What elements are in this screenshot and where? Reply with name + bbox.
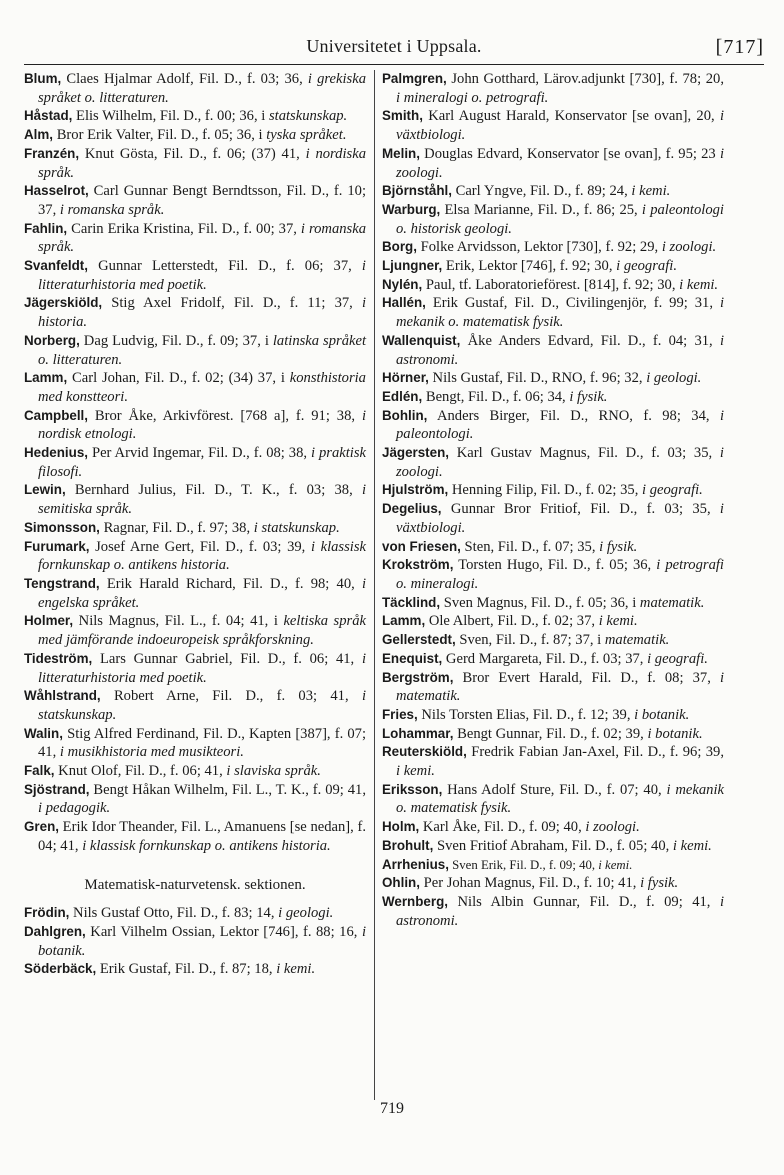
entry-subject: i kemi.: [679, 276, 719, 293]
register-entry: [24, 294, 366, 331]
register-entry: [382, 294, 724, 331]
entry-subject: i mineralogi o. petrografi.: [396, 89, 549, 106]
entry-surname: Wallenquist,: [382, 332, 461, 348]
register-entry: [24, 818, 366, 855]
register-entry: [24, 220, 366, 257]
entry-surname: Campbell,: [24, 407, 88, 423]
entry-subject: i fysik.: [569, 388, 608, 405]
entry-surname: Melin,: [382, 145, 420, 161]
right-column: [382, 70, 724, 930]
entry-details: Bengt, Fil. D., f. 06; 34,: [425, 388, 566, 405]
entry-details: Per Johan Magnus, Fil. D., f. 10; 41,: [423, 875, 637, 892]
entry-surname: Lamm,: [382, 613, 426, 629]
entry-surname: Söderbäck,: [24, 961, 97, 977]
entry-surname: Jägerskiöld,: [24, 295, 103, 311]
entry-subject: i växtbiologi.: [396, 501, 724, 536]
entry-details: Sven, Fil. D., f. 87; 37, i: [459, 632, 602, 649]
register-entry: [382, 332, 724, 369]
entry-surname: Frödin,: [24, 905, 70, 921]
entry-surname: Falk,: [24, 763, 55, 779]
entry-details: John Gotthard, Lärov.adjunkt [730], f. 78; 20,: [451, 71, 725, 87]
register-entry: [382, 594, 724, 613]
entry-surname: Brohult,: [382, 837, 434, 853]
entry-subject: matematik.: [604, 632, 670, 649]
humanities-entries: [24, 70, 366, 856]
entry-subject: i kemi.: [598, 613, 638, 630]
entry-details: Sven Fritiof Abraham, Fil. D., f. 05; 40,: [436, 837, 670, 854]
column-divider: [374, 70, 375, 1100]
entry-subject: i kemi.: [631, 183, 671, 200]
entry-subject: i zoologi.: [585, 819, 640, 836]
entry-subject: i romanska språk.: [38, 220, 366, 256]
register-entry: [382, 182, 724, 201]
entry-subject: i geologi.: [646, 370, 702, 387]
entry-surname: Hedenius,: [24, 445, 88, 461]
entry-subject: statskunskap.: [268, 108, 348, 125]
entry-subject: i matematik.: [396, 669, 724, 705]
entry-subject: keltiska språk med jämförande indoeuropeisk språkforskning.: [38, 613, 366, 649]
register-entry: [24, 444, 366, 481]
register-entry: [382, 706, 724, 725]
register-entry: [24, 538, 366, 575]
entry-details: Bror Åke, Arkivförest. [768 a], f. 91; 38,: [94, 407, 356, 424]
entry-details: Carin Erika Kristina, Fil. D., f. 00; 37,: [71, 220, 297, 237]
entry-details: Bror Erik Valter, Fil. D., f. 05; 36, i: [56, 127, 263, 144]
entry-details: Knut Gösta, Fil. D., f. 06; (37) 41,: [84, 145, 300, 162]
entry-details: Stig Axel Fridolf, Fil. D., f. 11; 37,: [111, 295, 353, 312]
entry-subject: i fysik.: [599, 538, 638, 555]
entry-details: Sten, Fil. D., f. 07; 35,: [464, 538, 596, 555]
entry-subject: matematik.: [639, 594, 705, 611]
register-entry: [24, 687, 366, 724]
register-entry: [382, 837, 724, 856]
entry-surname: Holmer,: [24, 613, 74, 629]
entry-details: Bror Evert Harald, Fil. D., f. 08; 37,: [462, 669, 711, 686]
entry-surname: von Friesen,: [382, 538, 461, 554]
entry-details: Douglas Edvard, Konservator [se ovan], f. 95; 23: [424, 145, 716, 162]
register-entry: [382, 612, 724, 631]
entry-surname: Bergström,: [382, 669, 454, 685]
entry-surname: Björnståhl,: [382, 183, 452, 199]
entry-details: Åke Anders Edvard, Fil. D., f. 04; 31,: [467, 332, 713, 349]
entry-subject: i mekanik o. matematisk fysik.: [396, 295, 724, 331]
entry-subject: i statskunskap.: [38, 688, 366, 723]
entry-surname: Gren,: [24, 819, 59, 835]
entry-details: Claes Hjalmar Adolf, Fil. D., f. 03; 36,: [66, 71, 303, 87]
entry-details: Elis Wilhelm, Fil. D., f. 00; 36, i: [76, 108, 266, 125]
entry-subject: i nordisk etnologi.: [38, 407, 366, 443]
register-entry: [24, 182, 366, 219]
entry-surname: Krokström,: [382, 557, 454, 573]
register-entry: [382, 893, 724, 930]
register-entry: [382, 874, 724, 893]
entry-subject: i zoologi.: [396, 445, 724, 480]
register-entry: [24, 145, 366, 182]
entry-details: Sven Erik, Fil. D., f. 09; 40,: [452, 857, 596, 872]
entry-surname: Wernberg,: [382, 893, 448, 909]
entry-details: Nils Torsten Elias, Fil. D., f. 12; 39,: [421, 706, 631, 723]
entry-surname: Ohlin,: [382, 875, 420, 891]
entry-details: Bengt Håkan Wilhelm, Fil. L., T. K., f. 09; 41,: [93, 781, 366, 798]
entry-details: Ragnar, Fil. D., f. 97; 38,: [103, 519, 251, 536]
entry-subject: i paleontologi o. historisk geologi.: [396, 201, 724, 237]
entry-surname: Wåhlstrand,: [24, 688, 101, 704]
entry-surname: Ljungner,: [382, 258, 443, 274]
entry-subject: latinska språket o. litteraturen.: [38, 332, 367, 368]
register-entry: [382, 818, 724, 837]
register-entry: [24, 904, 366, 923]
register-entry: [382, 650, 724, 669]
entry-surname: Fahlin,: [24, 220, 68, 236]
entry-surname: Simonsson,: [24, 519, 100, 535]
entry-subject: tyska språket.: [266, 127, 347, 144]
entry-subject: i zoologi.: [396, 145, 724, 181]
register-entry: [24, 126, 366, 145]
science-entries: [24, 904, 366, 979]
register-entry: [24, 257, 366, 294]
register-entry: [24, 575, 366, 612]
entry-subject: i litteraturhistoria med poetik.: [38, 650, 367, 686]
entry-surname: Warburg,: [382, 201, 441, 217]
entry-details: Elsa Marianne, Fil. D., f. 86; 25,: [444, 201, 638, 218]
register-entry: [382, 669, 724, 706]
register-entry: [382, 631, 724, 650]
entry-subject: i botanik.: [38, 923, 366, 959]
entry-subject: i geologi.: [278, 905, 334, 922]
entry-details: Josef Arne Gert, Fil. D., f. 03; 39,: [95, 538, 306, 555]
entry-surname: Sjöstrand,: [24, 781, 90, 797]
page-number: 719: [380, 1100, 404, 1117]
entry-surname: Furumark,: [24, 538, 90, 554]
entry-details: Karl August Harald, Konservator [se ovan], 20,: [428, 108, 715, 125]
entry-subject: i nordiska språk.: [38, 145, 366, 181]
entry-subject: i statskunskap.: [253, 519, 340, 536]
register-entry: [382, 257, 724, 276]
entry-subject: i romanska språk.: [59, 201, 165, 218]
entry-subject: i fysik.: [640, 875, 679, 892]
register-entry: [24, 960, 366, 979]
header-rule: [24, 64, 764, 65]
entry-surname: Walin,: [24, 725, 63, 741]
entry-details: Nils Albin Gunnar, Fil. D., f. 09; 41,: [457, 893, 711, 910]
entry-details: Erik Harald Richard, Fil. D., f. 98; 40,: [106, 575, 355, 592]
entry-details: Hans Adolf Sture, Fil. D., f. 07; 40,: [447, 781, 662, 798]
entry-details: Bengt Gunnar, Fil. D., f. 02; 39,: [457, 725, 644, 742]
entry-details: Knut Olof, Fil. D., f. 06; 41,: [58, 763, 223, 780]
entry-details: Karl Åke, Fil. D., f. 09; 40,: [422, 819, 582, 836]
entry-details: Gerd Margareta, Fil. D., f. 03; 37,: [445, 650, 644, 667]
entry-details: Dag Ludvig, Fil. D., f. 09; 37, i: [83, 332, 269, 349]
register-entry: [382, 238, 724, 257]
entry-subject: konsthistoria med konstteori.: [38, 370, 366, 405]
entry-subject: i petrografi o. mineralogi.: [396, 557, 724, 592]
entry-subject: i pedagogik.: [38, 800, 111, 817]
entry-subject: i geografi.: [642, 482, 703, 499]
entry-surname: Hallén,: [382, 295, 426, 311]
register-entry: [382, 725, 724, 744]
register-entry: [382, 107, 724, 144]
entry-subject: i paleontologi.: [396, 407, 725, 443]
entry-details: Ole Albert, Fil. D., f. 02; 37,: [428, 613, 596, 630]
entry-surname: Hjulström,: [382, 482, 449, 498]
running-title: Universitetet i Uppsala.: [306, 36, 482, 56]
entry-details: Per Arvid Ingemar, Fil. D., f. 08; 38,: [91, 445, 308, 462]
register-entry: [24, 725, 366, 762]
entry-details: Bernhard Julius, Fil. D., T. K., f. 03; 38,: [74, 482, 353, 499]
entry-subject: i litteraturhistoria med poetik.: [38, 258, 366, 293]
entry-surname: Palmgren,: [382, 71, 447, 86]
entry-surname: Svanfeldt,: [24, 258, 88, 274]
register-entry: [382, 201, 724, 238]
entry-surname: Lewin,: [24, 482, 66, 498]
entry-details: Paul, tf. Laboratorieförest. [814], f. 92; 30,: [425, 276, 676, 293]
register-entry: [382, 407, 724, 444]
entry-subject: i astronomi.: [396, 332, 725, 368]
register-entry: [24, 70, 366, 107]
entry-subject: i kemi.: [396, 763, 435, 780]
register-entry: [382, 145, 724, 182]
entry-details: Sven Magnus, Fil. D., f. 05; 36, i: [443, 594, 637, 611]
register-entry: [382, 481, 724, 500]
entry-surname: Tideström,: [24, 650, 93, 666]
entry-surname: Eriksson,: [382, 781, 443, 797]
register-entry: [24, 781, 366, 818]
entry-details: Anders Birger, Fil. D., RNO, f. 98; 34,: [436, 407, 710, 424]
entry-details: Carl Gunnar Bengt Berndtsson, Fil. D., f. 10; 37,: [38, 183, 366, 218]
register-entry: [24, 612, 366, 649]
section-title: Matematisk-naturvetensk. sektionen.: [84, 876, 306, 893]
entry-surname: Edlén,: [382, 388, 423, 404]
entry-subject: i grekiska språket o. litteraturen.: [38, 71, 367, 106]
entry-surname: Täcklind,: [382, 594, 441, 610]
entry-details: Erik Gustaf, Fil. D., f. 87; 18,: [99, 961, 273, 978]
register-entry: [382, 538, 724, 557]
entry-surname: Reuterskiöld,: [382, 744, 467, 760]
entry-details: Torsten Hugo, Fil. D., f. 05; 36,: [458, 557, 652, 574]
entry-subject: i geografi.: [616, 258, 677, 275]
entry-subject: i kemi.: [598, 857, 633, 872]
entry-surname: Alm,: [24, 127, 54, 143]
entry-subject: i klassisk fornkunskap o. antikens historia.: [38, 538, 367, 574]
entry-surname: Hörner,: [382, 370, 429, 386]
register-entry: [382, 743, 724, 780]
bracket-page-number: [717]: [715, 36, 764, 58]
entry-subject: i geografi.: [647, 650, 708, 667]
register-entry: [382, 556, 724, 593]
register-entry: [382, 444, 724, 481]
entry-surname: Holm,: [382, 819, 420, 835]
register-entry: [382, 276, 724, 295]
register-entry: [24, 107, 366, 126]
register-entry: [24, 332, 366, 369]
entry-surname: Franzén,: [24, 145, 80, 161]
entry-surname: Norberg,: [24, 332, 80, 348]
register-entry: [24, 481, 366, 518]
entry-subject: i engelska språket.: [38, 575, 366, 611]
entry-subject: i historia.: [38, 295, 366, 331]
entry-subject: i astronomi.: [396, 893, 725, 929]
entry-surname: Arrhenius,: [382, 856, 449, 872]
entry-surname: Degelius,: [382, 501, 442, 517]
entry-details: Carl Yngve, Fil. D., f. 89; 24,: [455, 183, 628, 200]
entry-details: Erik, Lektor [746], f. 92; 30,: [445, 258, 613, 275]
entry-details: Henning Filip, Fil. D., f. 02; 35,: [451, 482, 639, 499]
page-header: [24, 36, 764, 62]
entry-details: Gunnar Bror Fritiof, Fil. D., f. 03; 35,: [450, 501, 711, 518]
entry-subject: i botanik.: [647, 725, 703, 742]
entry-surname: Jägersten,: [382, 445, 449, 461]
register-entry: [382, 500, 724, 537]
entry-subject: i zoologi.: [661, 239, 717, 256]
register-entry: [382, 388, 724, 407]
entry-details: Erik Idor Theander, Fil. L., Amanuens [se nedan], f. 04; 41,: [38, 819, 366, 854]
entry-details: Robert Arne, Fil. D., f. 03; 41,: [113, 688, 349, 705]
entry-details: Nils Magnus, Fil. L., f. 04; 41, i: [78, 613, 278, 630]
register-entry: [382, 856, 724, 875]
entry-surname: Lamm,: [24, 370, 68, 386]
entry-surname: Lohammar,: [382, 725, 454, 741]
entry-details: Karl Gustav Magnus, Fil. D., f. 03; 35,: [456, 445, 713, 462]
entry-details: Fredrik Fabian Jan-Axel, Fil. D., f. 96; 39,: [471, 744, 724, 761]
entry-surname: Fries,: [382, 706, 418, 722]
entry-subject: i mekanik o. matematisk fysik.: [396, 781, 724, 817]
entry-details: Nils Gustaf Otto, Fil. D., f. 83; 14,: [73, 905, 275, 922]
entry-details: Stig Alfred Ferdinand, Fil. D., Kapten [387], f. 07; 41,: [38, 725, 366, 761]
register-entry: [24, 369, 366, 406]
entry-surname: Blum,: [24, 71, 62, 86]
left-column: [24, 70, 366, 979]
register-entry: [382, 70, 724, 107]
entry-surname: Enequist,: [382, 650, 443, 666]
register-entry: [382, 369, 724, 388]
entry-surname: Dahlgren,: [24, 923, 86, 939]
entry-subject: i kemi.: [672, 837, 712, 854]
entry-surname: Hasselrot,: [24, 183, 89, 199]
register-entry: [24, 762, 366, 781]
entry-surname: Borg,: [382, 239, 417, 255]
entry-subject: i slaviska språk.: [226, 763, 321, 780]
entry-details: Karl Vilhelm Ossian, Lektor [746], f. 88; 16,: [90, 923, 358, 940]
entry-surname: Tengstrand,: [24, 575, 100, 591]
register-entry: [382, 781, 724, 818]
register-entry: [24, 923, 366, 960]
register-entry: [24, 650, 366, 687]
entry-subject: i musikhistoria med musikteori.: [59, 744, 244, 761]
register-entry: [24, 407, 366, 444]
entry-surname: Håstad,: [24, 108, 73, 124]
entry-details: Nils Gustaf, Fil. D., RNO, f. 96; 32,: [432, 370, 643, 387]
entry-surname: Nylén,: [382, 276, 423, 292]
entry-surname: Gellerstedt,: [382, 632, 456, 648]
entry-subject: i botanik.: [634, 706, 690, 723]
entry-surname: Bohlin,: [382, 407, 428, 423]
science-entries-continued: [382, 70, 724, 930]
entry-subject: i praktisk filosofi.: [38, 445, 366, 480]
entry-subject: i växtbiologi.: [396, 108, 724, 144]
entry-subject: i semitiska språk.: [38, 482, 367, 518]
entry-details: Carl Johan, Fil. D., f. 02; (34) 37, i: [72, 370, 285, 387]
entry-subject: i kemi.: [276, 961, 316, 978]
entry-subject: i klassisk fornkunskap o. antikens historia.: [82, 837, 331, 854]
entry-details: Erik Gustaf, Fil. D., Civilingenjör, f. 99; 31,: [432, 295, 713, 312]
entry-surname: Smith,: [382, 108, 423, 124]
register-entry: [24, 519, 366, 538]
entry-details: Gunnar Letterstedt, Fil. D., f. 06; 37,: [98, 258, 352, 275]
entry-details: Folke Arvidsson, Lektor [730], f. 92; 29,: [420, 239, 659, 256]
entry-details: Lars Gunnar Gabriel, Fil. D., f. 06; 41,: [99, 650, 355, 667]
